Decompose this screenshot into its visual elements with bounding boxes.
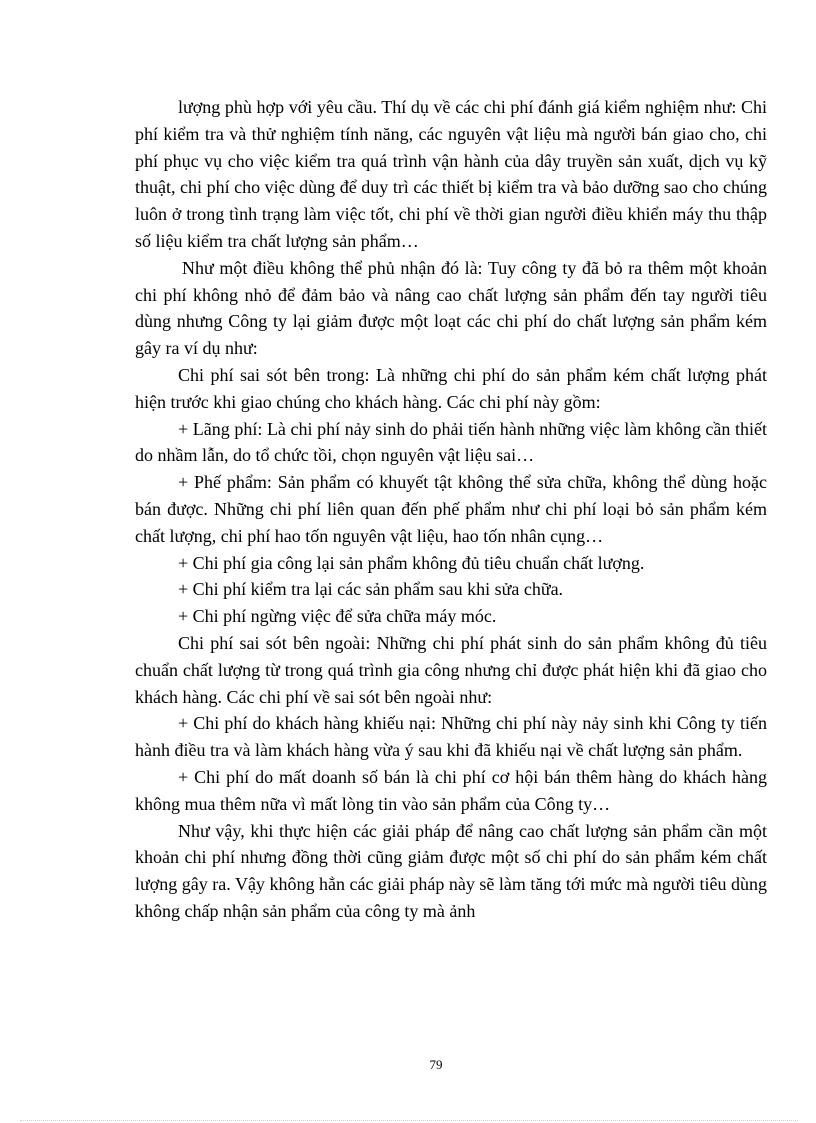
paragraph: + Chi phí do mất doanh số bán là chi phí cơ hội bán thêm hàng do khách hàng không mua thêm nữa vì mất lòng tin vào sản phẩm của Công ty… [135, 766, 767, 814]
page-bottom-divider [20, 1120, 798, 1121]
paragraph: + Lãng phí: Là chi phí nảy sinh do phải tiến hành những việc làm không cần thiết do nhầm lẫn, do tổ chức tồi, chọn nguyên vật liệu sai… [135, 418, 767, 466]
paragraph: Như vậy, khi thực hiện các giải pháp để nâng cao chất lượng sản phẩm cần một khoản chi phí nhưng đồng thời cũng giảm được một số chi phí do sản phẩm kém chất lượng gây ra. Vậy không hẳn các giải pháp này sẽ làm tăng tới mức mà người tiêu dùng không chấp nhận sản phẩm của công ty mà ảnh [135, 820, 767, 921]
paragraph: Chi phí sai sót bên ngoài: Những chi phí phát sinh do sản phẩm không đủ tiêu chuẩn chất lượng từ trong quá trình gia công nhưng chỉ được phát hiện khi đã giao cho khách hàng. Các chi phí về sai sót bên ngoài như: [135, 632, 767, 707]
paragraph: + Chi phí do khách hàng khiếu nại: Những chi phí này nảy sinh khi Công ty tiến hành điều tra và làm khách hàng vừa ý sau khi đã khiếu nại về chất lượng sản phẩm. [135, 713, 767, 761]
document-body [135, 94, 767, 925]
paragraph: + Chi phí gia công lại sản phẩm không đủ tiêu chuẩn chất lượng. [178, 552, 645, 573]
paragraph: + Chi phí ngừng việc để sửa chữa máy móc. [178, 606, 497, 627]
page-number: 79 [429, 1057, 443, 1072]
paragraph: lượng phù hợp với yêu cầu. Thí dụ về các chi phí đánh giá kiểm nghiệm như: Chi phí kiểm tra và thử nghiệm tính năng, các nguyên vật liệu mà người bán giao cho, chi phí phục vụ cho việc kiểm tra quá trình vận hành của dây truyền sản xuất, dịch vụ kỹ thuật, chi phí cho việc dùng để duy trì các thiết bị kiểm tra và bảo dưỡng sao cho chúng luôn ở trong tình trạng làm việc tốt, chi phí về thời gian người điều khiển máy thu thập số liệu kiểm tra chất lượng sản phẩm… [135, 97, 767, 251]
paragraph: + Chi phí kiểm tra lại các sản phẩm sau khi sửa chữa. [178, 579, 564, 600]
paragraph: Như một điều không thể phủ nhận đó là: Tuy công ty đã bỏ ra thêm một khoản chi phí không nhỏ để đảm bảo và nâng cao chất lượng sản phẩm đến tay người tiêu dùng nhưng Công ty lại giảm được một loạt các chi phí do chất lượng sản phẩm kém gây ra ví dụ như: [135, 257, 767, 359]
paragraph: + Phế phẩm: Sản phẩm có khuyết tật không thể sửa chữa, không thể dùng hoặc bán được. Những chi phí liên quan đến phế phẩm như chi phí loại bỏ sản phẩm kém chất lượng, chi phí hao tốn nguyên vật liệu, hao tốn nhân cụng… [135, 472, 767, 546]
paragraph: Chi phí sai sót bên trong: Là những chi phí do sản phẩm kém chất lượng phát hiện trước khi giao chúng cho khách hàng. Các chi phí này gồm: [135, 364, 767, 412]
